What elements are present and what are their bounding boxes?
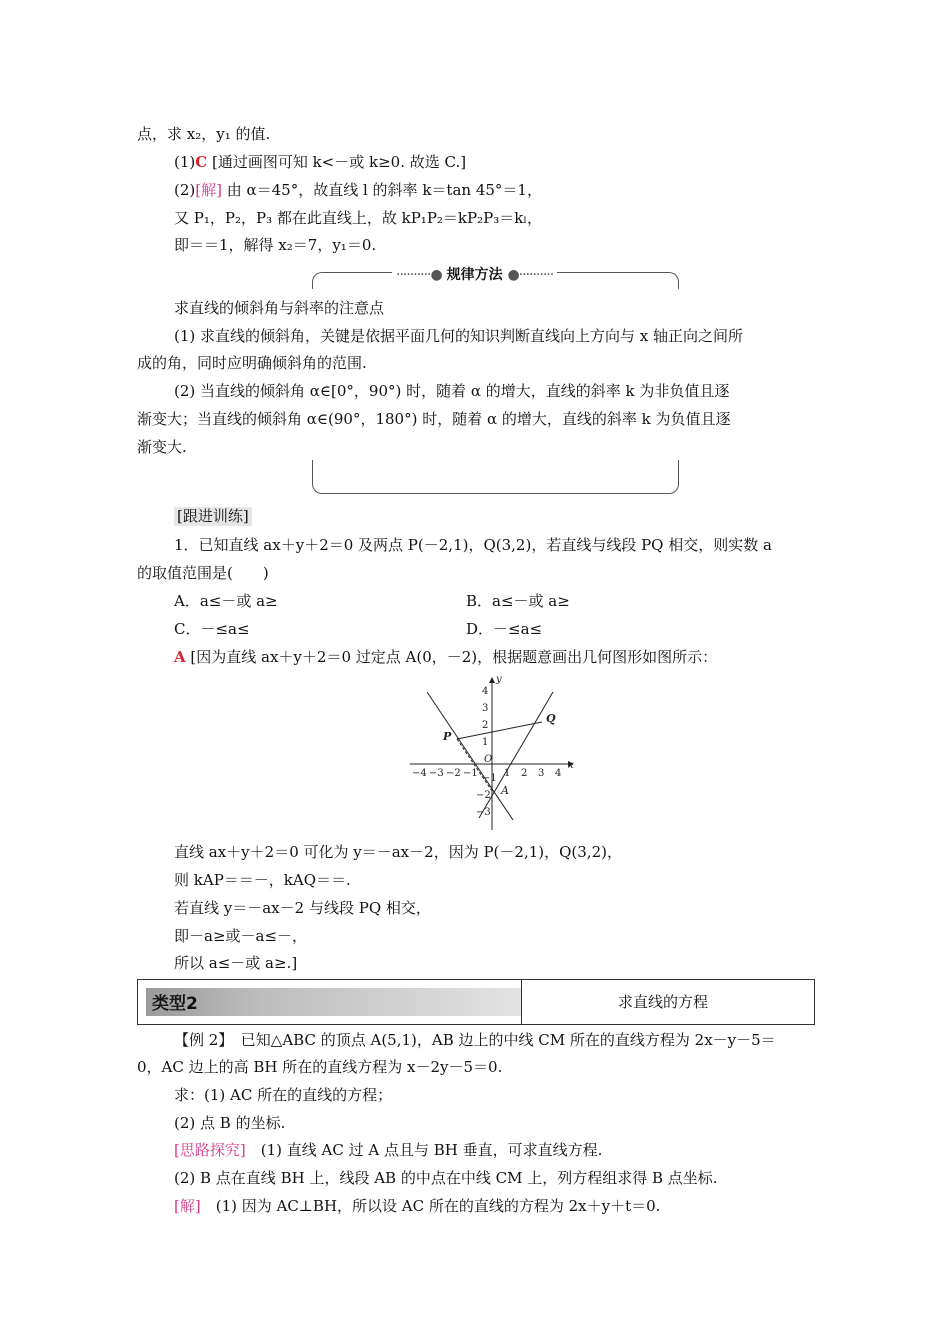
y-tick-labels: [476, 686, 497, 818]
point-a-label: A: [501, 784, 509, 797]
y-tick: 4: [482, 686, 489, 697]
x-tick: 4: [555, 768, 562, 779]
solution-line-5: 所以 a≤－或 a≥.]: [174, 954, 298, 972]
solution-line-2: 则 kAP＝＝－，kAQ＝＝.: [174, 871, 351, 889]
option-a: A．a≤－或 a≥: [174, 592, 278, 610]
question-1-line-1: 1．已知直线 ax＋y＋2＝0 及两点 P(－2,1)，Q(3,2)，若直线与线段 PQ 相交，则实数 a: [174, 536, 772, 554]
segment-pq: [457, 722, 542, 739]
answer-letter: A: [174, 648, 186, 666]
idea-text: (1) 直线 AC 过 A 点且与 BH 垂直，可求直线方程.: [245, 1141, 603, 1159]
y-axis-label: y: [496, 674, 502, 685]
y-tick: −2: [476, 790, 491, 801]
y-tick: −1: [482, 773, 497, 784]
top-line-4: 又 P₁，P₂，P₃ 都在此直线上，故 kP₁P₂＝kP₂P₃＝kₗ，: [174, 209, 542, 227]
coordinate-figure: [405, 672, 585, 834]
x-tick: −2: [446, 768, 461, 779]
rule-box-bottom: [312, 460, 679, 494]
solution-text-2: (1) 因为 AC⊥BH，所以设 AC 所在的直线的方程为 2x＋y＋t＝0.: [200, 1197, 661, 1215]
top-line-1: 点，求 x₂，y₁ 的值.: [137, 125, 271, 143]
rule-p2c: 渐变大.: [137, 438, 187, 456]
x-tick: −1: [463, 768, 478, 779]
rule-p2a: (2) 当直线的倾斜角 α∈[0°，90°) 时，随着 α 的增大，直线的斜率 k 为非负值且逐: [174, 382, 730, 400]
x-tick: −4: [412, 768, 427, 779]
answer-line: [174, 647, 717, 667]
type-2-title: 求直线的方程: [618, 993, 709, 1011]
point-p-label: P: [443, 730, 452, 743]
example-line-6: (2) B 点在直线 BH 上，线段 AB 的中点在中线 CM 上，列方程组求得 B 点坐标.: [174, 1169, 718, 1187]
x-tick: 3: [538, 768, 545, 779]
q2-text: 由 α＝45°，故直线 l 的斜率 k＝tan 45°＝1，: [221, 181, 542, 199]
type-2-header: [137, 979, 815, 1025]
option-d: D．－≤a≤: [466, 620, 543, 638]
origin-label: O: [484, 754, 493, 765]
point-q-label: Q: [546, 712, 556, 725]
rule-box-title: [392, 264, 557, 284]
type-2-gradient: [146, 988, 521, 1016]
top-line-2: [174, 152, 466, 172]
line-ap: [427, 692, 513, 820]
solution-line-1: 直线 ax＋y＋2＝0 可化为 y＝－ax－2，因为 P(－2,1)，Q(3,2)，: [174, 843, 622, 861]
option-b: B．a≤－或 a≥: [466, 592, 570, 610]
rule-p2b: 渐变大；当直线的倾斜角 α∈(90°，180°) 时，随着 α 的增大，直线的斜率 k 为负值且逐: [137, 410, 731, 428]
dots-left-icon: ··········●: [396, 267, 442, 283]
y-tick: 2: [482, 720, 489, 731]
top-line-3: [174, 180, 542, 200]
example-line-2: 0，AC 边上的高 BH 所在的直线方程为 x－2y－5＝0.: [137, 1058, 503, 1076]
solution-line-3: 若直线 y＝－ax－2 与线段 PQ 相交，: [174, 899, 431, 917]
x-axis-label: x: [568, 760, 574, 771]
x-tick: 1: [504, 768, 511, 779]
type-2-separator: [521, 980, 522, 1024]
question-1-line-2: 的取值范围是( ): [137, 564, 269, 582]
rule-p1b: 成的角，同时应明确倾斜角的范围.: [137, 354, 367, 372]
q2-prefix: (2): [174, 181, 196, 199]
example-line-7: [174, 1196, 660, 1216]
top-line-5: 即＝＝1，解得 x₂＝7，y₁＝0.: [174, 236, 377, 254]
example-line-3: 求：(1) AC 所在的直线的方程；: [174, 1086, 393, 1104]
y-tick: −3: [476, 807, 491, 818]
example-line-4: (2) 点 B 的坐标.: [174, 1114, 286, 1132]
example-line-1: 【例 2】 已知△ABC 的顶点 A(5,1)，AB 边上的中线 CM 所在的直线方程为 2x－y－5＝: [174, 1031, 776, 1049]
x-tick: 2: [521, 768, 528, 779]
answer-text: [因为直线 ax＋y＋2＝0 过定点 A(0，－2)，根据题意画出几何图形如图所示：: [185, 648, 718, 666]
solution-line-4: 即－a≥或－a≤－，: [174, 927, 308, 945]
rule-title-text: 规律方法: [446, 267, 503, 283]
dots-right-icon: ●··········: [507, 267, 554, 283]
x-tick: −3: [429, 768, 444, 779]
q1-prefix: (1): [174, 153, 196, 171]
q1-answer: C: [195, 153, 208, 171]
q1-explanation: [通过画图可知 k<－或 k≥0. 故选 C.]: [207, 153, 467, 171]
option-c: C．－≤a≤: [174, 620, 250, 638]
rule-p1a: (1) 求直线的倾斜角，关键是依据平面几何的知识判断直线向上方向与 x 轴正向之间所: [174, 327, 744, 345]
solution-tag-2: [解]: [174, 1197, 201, 1215]
example-line-5: [174, 1140, 602, 1160]
y-tick: 3: [482, 703, 489, 714]
idea-tag: [思路探究]: [174, 1141, 246, 1159]
rule-heading: 求直线的倾斜角与斜率的注意点: [174, 299, 385, 317]
training-tag: [跟进训练]: [174, 507, 252, 526]
solution-tag: [解]: [195, 181, 222, 199]
type-2-label: 类型2: [152, 994, 198, 1014]
y-tick: 1: [482, 737, 489, 748]
